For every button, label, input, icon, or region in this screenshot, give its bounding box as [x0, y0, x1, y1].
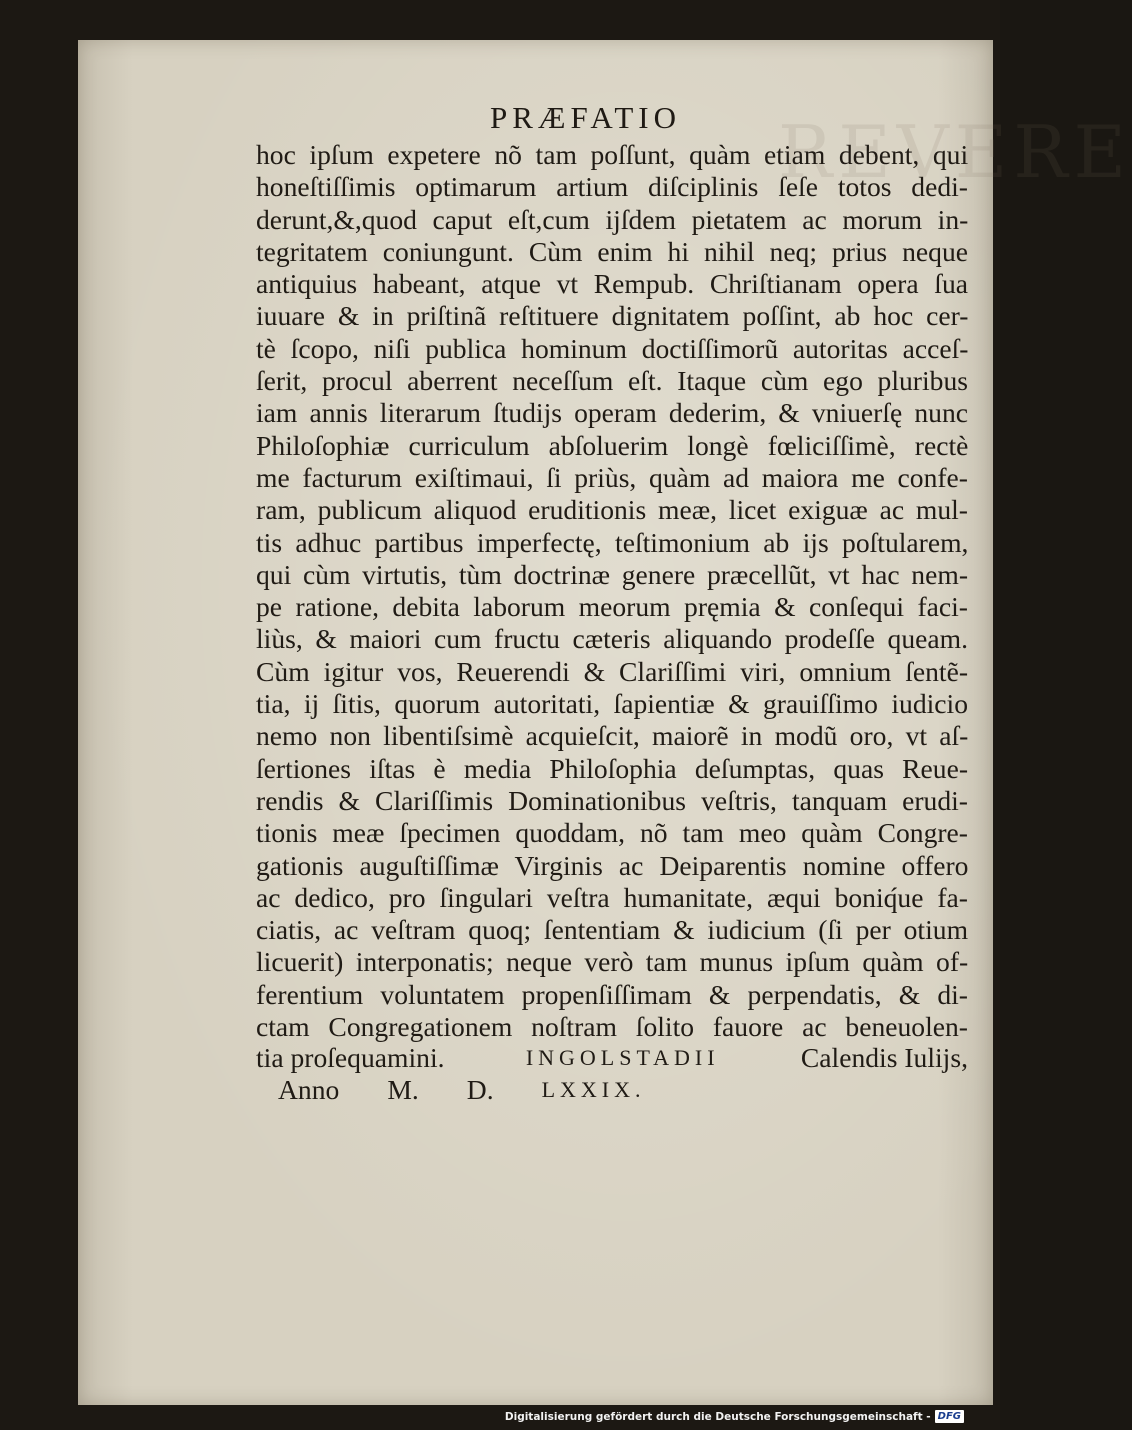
credit-text: Digitalisierung gefördert durch die Deutsche Forschungsgemeinschaft -	[504, 1410, 931, 1423]
text-line: pe ratione, debita laborum meorum pręmia & conſequi faci-	[256, 591, 968, 623]
text-line: ctam Congregationem noſtram ſolito fauore ac beneuolen-	[256, 1011, 968, 1043]
year-word: Anno	[278, 1074, 340, 1106]
text-line: Philoſophiæ curriculum abſoluerim longè fœliciſſimè, rectè	[256, 429, 969, 461]
text-line: Cùm igitur vos, Reuerendi & Clariſſimi viri, omnium ſentẽ-	[256, 655, 969, 687]
show-through-bleed: REVERE	[778, 110, 1132, 194]
text-line: tionis meæ ſpecimen quoddam, nõ tam meo quàm Congre-	[256, 817, 968, 849]
text-line: nemo non libentiſsimè acquieſcit, maiorẽ in modũ oro, vt aſ-	[256, 720, 969, 752]
text-line: gationis auguſtiſſimæ Virginis ac Deiparentis nomine offero	[256, 849, 969, 881]
signoff-place: INGOLSTADII	[525, 1045, 720, 1070]
text-line: ſerit, procul aberrent neceſſum eſt. Itaque cùm ego pluribus	[256, 365, 968, 397]
running-head: PRÆFATIO	[490, 100, 682, 135]
text-line: tegritatem coniungunt. Cùm enim hi nihil neq; prius neque	[256, 235, 968, 267]
text-line: honeſtiſſimis optimarum artium diſciplinis ſeſe totos dedi-	[256, 171, 968, 203]
reverse-side-bleed	[255, 1100, 955, 1130]
text-line: ac dedico, pro ſingulari veſtra humanitate, æqui boniq́ue fa-	[256, 881, 968, 913]
text-line: tia, ij ſitis, quorum autoritati, ſapientiæ & grauiſſimo iudicio	[256, 688, 968, 720]
text-line: ſertiones iſtas è media Philoſophia deſumptas, quas Reue-	[256, 752, 969, 784]
text-line: ram, publicum aliquod eruditionis meæ, licet exiguæ ac mul-	[256, 494, 968, 526]
year-d: D.	[466, 1074, 494, 1106]
text-line: rendis & Clariſſimis Dominationibus veſtris, tanquam erudi-	[256, 784, 968, 816]
dfg-logo: DFG	[935, 1410, 964, 1423]
year-m: M.	[387, 1074, 419, 1106]
text-line: licuerit) interponatis; neque verò tam munus ipſum quàm of-	[256, 946, 969, 978]
text-line: qui cùm virtutis, tùm doctrinæ genere præcellũt, vt hac nem-	[256, 558, 969, 590]
text-line: derunt,&,quod caput eſt,cum ijſdem pietatem ac morum in-	[256, 203, 969, 235]
text-line: liùs, & maiori cum fructu cæteris aliquando prodeſſe queam.	[256, 623, 968, 655]
text-line: iam annis literarum ſtudijs operam dederim, & vniuerſę nunc	[256, 397, 968, 429]
year-rest: LXXIX.	[541, 1077, 646, 1103]
body-text	[256, 139, 968, 1043]
text-line: antiquius habeant, atque vt Rempub. Chriſtianam opera ſua	[256, 268, 968, 300]
signoff	[256, 1042, 968, 1107]
text-line: ciatis, ac veſtram quoq; ſententiam & iudicium (ſi per otium	[256, 914, 969, 946]
text-line: me facturum exiſtimaui, ſi priùs, quàm ad maiora me confe-	[256, 461, 968, 493]
signoff-closing: tia proſequamini.	[256, 1042, 445, 1073]
text-line: iuuare & in priſtinã reſtituere dignitatem poſſint, ab hoc cer-	[256, 300, 969, 332]
text-line: tis adhuc partibus imperfectę, teſtimonium ab ijs poſtularem,	[256, 526, 969, 558]
text-line: tè ſcopo, niſi publica hominum doctiſſimorũ autoritas acceſ-	[256, 332, 969, 364]
text-line: ferentium voluntatem propenſiſſimam & perpendatis, & di-	[256, 978, 968, 1010]
signoff-date: Calendis Iulijs,	[800, 1042, 968, 1073]
text-line: hoc ipſum expetere nõ tam poſſunt, quàm etiam debent, qui	[256, 139, 969, 170]
digitization-credit	[505, 1410, 964, 1423]
signoff-line	[256, 1042, 968, 1074]
